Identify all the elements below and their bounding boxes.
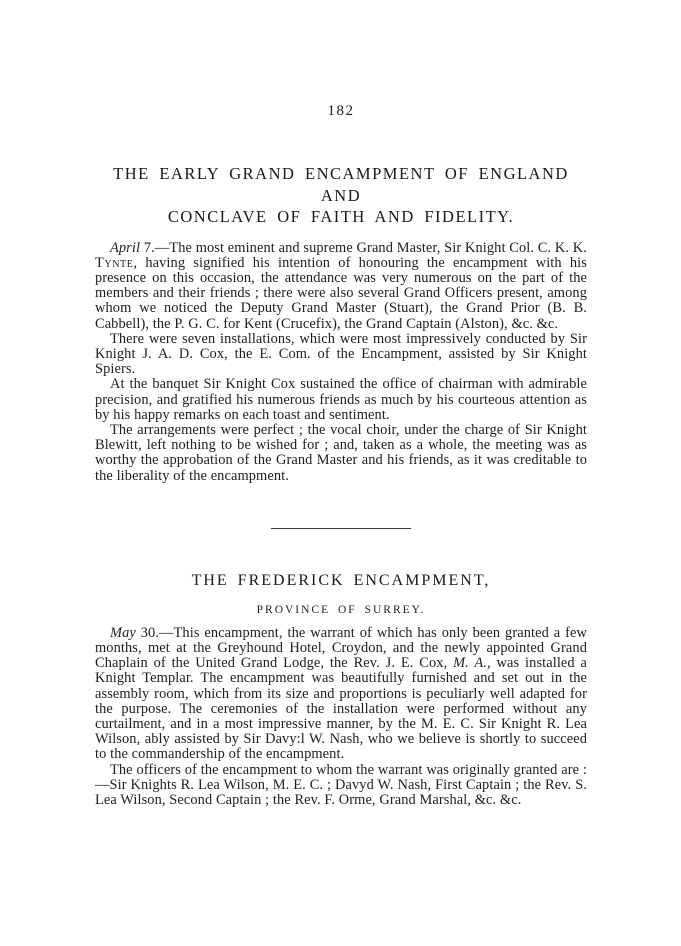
page-number: 182 [327, 103, 355, 119]
article-early-grand-encampment [95, 163, 587, 484]
paragraph-officers: The officers of the encampment to whom the warrant was originally granted are :—Sir Knights R. Lea Wilson, M. E. C. ; Davyd W. Nash, First Captain ; the Rev. S. Lea Wilson, Second Captain ; the Rev. F. Orme, Grand Marshal, &c. &c. [95, 761, 587, 808]
article-title-line-1: THE EARLY GRAND ENCAMPMENT OF ENGLAND AND [113, 164, 569, 205]
degree-italic: M. A., [453, 655, 491, 672]
article-title-line-2: CONCLAVE OF FAITH AND FIDELITY. [167, 207, 515, 226]
article-title-frederick: THE FREDERICK ENCAMPMENT, [191, 571, 491, 589]
paragraph-installations: There were seven installations, which were most impressively conducted by Sir Knight J. A. D. Cox, the E. Com. of the Encampment, assisted by Sir Knight Spiers. [95, 330, 587, 378]
date-lead-italic: May [110, 624, 136, 641]
article-body [95, 626, 587, 808]
article-body [95, 241, 587, 484]
paragraph-april-7 [95, 241, 587, 332]
section-divider [271, 528, 411, 529]
paragraph-text: 7.—The most eminent and supreme Grand Master, Sir Knight Col. C. K. K. [140, 239, 587, 256]
paragraph-may-30 [95, 626, 587, 763]
paragraph-text: was installed a Knight Templar. The encampment was beautifully furnished and set out in the assembly room, which from its size and proportions is peculiarly well adapted for the purpose. The ceremonies of the installation were performed without any curtailment, and in a most impressive manner, by the M. E. C. Sir Knight R. Lea Wilson, ably assisted by Sir Davy:l W. Nash, who we believe is shortly to succeed to the commandership of the encampment. [95, 655, 588, 763]
article-title [95, 163, 587, 228]
date-lead-italic: April [110, 239, 141, 256]
article-frederick-encampment [95, 571, 587, 808]
article-subtitle-province: PROVINCE OF SURREY. [256, 603, 426, 616]
name-smallcaps: Tynte [95, 254, 134, 271]
paragraph-banquet: At the banquet Sir Knight Cox sustained the office of chairman with admirable precision, and gratified his numerous friends as much by his courteous attention as by his happy remarks on each toast and sentiment. [95, 376, 587, 423]
paragraph-text: , having signified his intention of honouring the encampment with his presence on this occasion, the attendance was very numerous on the part of the members and their friends ; there were also several Grand Officers present, among whom we noticed the Deputy Grand Master (Stuart), the Grand Prior (B. B. Cabbell), the P. G. C. for Kent (Crucefix), the Grand Captain (Alston), &c. &c. [95, 254, 587, 332]
paragraph-text: 30.—This encampment, the warrant of which has only been granted a few months, met at the Greyhound Hotel, Croydon, and the newly appointed Grand Chaplain of the United Grand Lodge, the Rev. J. E. Cox, [95, 624, 587, 672]
paragraph-arrangements: The arrangements were perfect ; the vocal choir, under the charge of Sir Knight Blewitt, left nothing to be wished for ; and, taken as a whole, the meeting was as worthy the approbation of the Grand Master and his friends, as it was creditable to the liberality of the encampment. [95, 421, 587, 484]
